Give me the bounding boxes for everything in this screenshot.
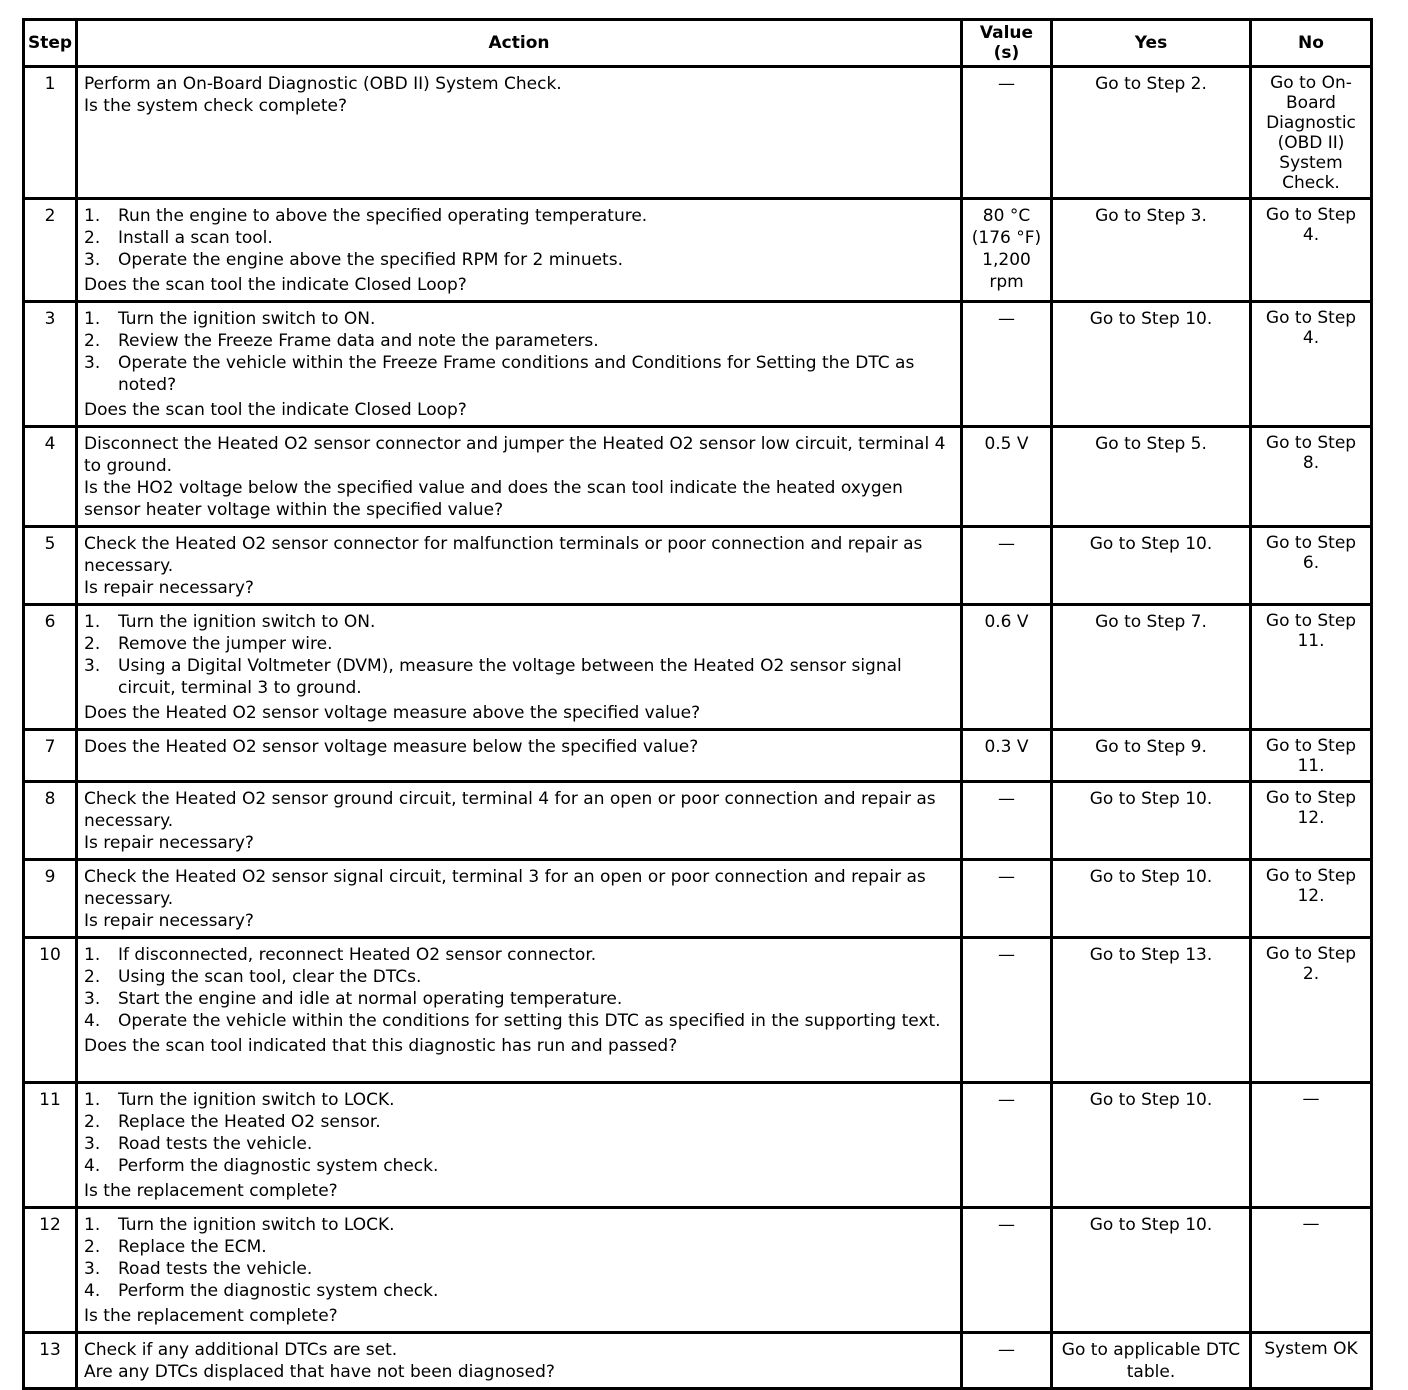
no-cell: Go to On-Board Diagnostic (OBD II) System Check. bbox=[1251, 67, 1372, 199]
no-cell: Go to Step 11. bbox=[1251, 605, 1372, 730]
action-cell bbox=[77, 67, 962, 199]
action-step-text: Using a Digital Voltmeter (DVM), measure the voltage between the Heated O2 sensor signal circuit, terminal 3 to ground. bbox=[118, 656, 902, 698]
yes-cell: Go to applicable DTC table. bbox=[1052, 1333, 1251, 1389]
table-row bbox=[24, 1083, 1372, 1208]
step-number: 3 bbox=[24, 302, 77, 427]
action-step-number: 1. bbox=[84, 309, 101, 329]
header-step: Step bbox=[24, 20, 77, 67]
action-step-item bbox=[84, 1010, 954, 1032]
action-step-number: 2. bbox=[84, 228, 101, 248]
step-number: 11 bbox=[24, 1083, 77, 1208]
action-step-item bbox=[84, 330, 954, 352]
action-step-text: Turn the ignition switch to LOCK. bbox=[118, 1090, 395, 1110]
table-row bbox=[24, 427, 1372, 527]
table-row bbox=[24, 782, 1372, 860]
action-steps-list bbox=[84, 205, 954, 271]
yes-cell: Go to Step 3. bbox=[1052, 199, 1251, 302]
header-no: No bbox=[1251, 20, 1372, 67]
action-step-item bbox=[84, 227, 954, 249]
step-number: 8 bbox=[24, 782, 77, 860]
action-step-item bbox=[84, 944, 954, 966]
value-cell: — bbox=[962, 527, 1052, 605]
value-cell: — bbox=[962, 938, 1052, 1083]
step-number: 9 bbox=[24, 860, 77, 938]
action-cell bbox=[77, 527, 962, 605]
diagnostic-table bbox=[22, 18, 1373, 1390]
yes-cell: Go to Step 10. bbox=[1052, 527, 1251, 605]
action-step-text: If disconnected, reconnect Heated O2 sensor connector. bbox=[118, 945, 597, 965]
action-step-text: Operate the engine above the specified RPM for 2 minuets. bbox=[118, 250, 623, 270]
action-step-number: 4. bbox=[84, 1011, 101, 1031]
action-steps-list bbox=[84, 1214, 954, 1302]
step-number: 1 bbox=[24, 67, 77, 199]
action-cell bbox=[77, 605, 962, 730]
action-step-number: 4. bbox=[84, 1156, 101, 1176]
no-cell: Go to Step 12. bbox=[1251, 860, 1372, 938]
action-step-text: Run the engine to above the specified operating temperature. bbox=[118, 206, 648, 226]
action-text: Disconnect the Heated O2 sensor connector and jumper the Heated O2 sensor low circuit, terminal 4 to ground. bbox=[84, 434, 946, 476]
action-text: Check the Heated O2 sensor connector for malfunction terminals or poor connection and repair as necessary. bbox=[84, 534, 923, 576]
action-step-item bbox=[84, 1089, 954, 1111]
action-step-number: 1. bbox=[84, 1090, 101, 1110]
table-row bbox=[24, 938, 1372, 1083]
yes-cell: Go to Step 2. bbox=[1052, 67, 1251, 199]
action-step-item bbox=[84, 1280, 954, 1302]
value-cell: 80 °C (176 °F) 1,200 rpm bbox=[962, 199, 1052, 302]
action-step-number: 3. bbox=[84, 989, 101, 1009]
action-question: Is the system check complete? bbox=[84, 96, 348, 116]
action-question: Does the scan tool indicated that this diagnostic has run and passed? bbox=[84, 1036, 678, 1056]
no-cell: Go to Step 4. bbox=[1251, 199, 1372, 302]
table-row bbox=[24, 302, 1372, 427]
action-question: Is the replacement complete? bbox=[84, 1181, 338, 1201]
step-number: 13 bbox=[24, 1333, 77, 1389]
action-step-item bbox=[84, 1236, 954, 1258]
no-cell: — bbox=[1251, 1208, 1372, 1333]
action-step-number: 1. bbox=[84, 612, 101, 632]
action-text: Check if any additional DTCs are set. bbox=[84, 1340, 398, 1360]
yes-cell: Go to Step 10. bbox=[1052, 782, 1251, 860]
action-step-text: Road tests the vehicle. bbox=[118, 1134, 313, 1154]
action-step-text: Review the Freeze Frame data and note the parameters. bbox=[118, 331, 599, 351]
action-step-number: 3. bbox=[84, 1134, 101, 1154]
action-cell bbox=[77, 1083, 962, 1208]
action-cell bbox=[77, 1333, 962, 1389]
action-text: Check the Heated O2 sensor signal circuit, terminal 3 for an open or poor connection and repair as necessary. bbox=[84, 867, 926, 909]
action-step-text: Perform the diagnostic system check. bbox=[118, 1281, 439, 1301]
action-step-item bbox=[84, 1111, 954, 1133]
action-step-number: 1. bbox=[84, 206, 101, 226]
action-step-number: 3. bbox=[84, 250, 101, 270]
action-steps-list bbox=[84, 944, 954, 1032]
no-cell: — bbox=[1251, 1083, 1372, 1208]
action-step-item bbox=[84, 205, 954, 227]
action-cell bbox=[77, 860, 962, 938]
header-action: Action bbox=[77, 20, 962, 67]
action-step-number: 4. bbox=[84, 1281, 101, 1301]
action-steps-list bbox=[84, 1089, 954, 1177]
action-step-text: Turn the ignition switch to LOCK. bbox=[118, 1215, 395, 1235]
yes-cell: Go to Step 10. bbox=[1052, 860, 1251, 938]
action-step-text: Install a scan tool. bbox=[118, 228, 273, 248]
header-value-label: Value (s) bbox=[979, 23, 1034, 63]
action-step-item bbox=[84, 1155, 954, 1177]
table-row bbox=[24, 860, 1372, 938]
step-number: 4 bbox=[24, 427, 77, 527]
no-cell: Go to Step 4. bbox=[1251, 302, 1372, 427]
action-step-text: Perform the diagnostic system check. bbox=[118, 1156, 439, 1176]
value-cell: 0.3 V bbox=[962, 730, 1052, 782]
action-step-text: Replace the ECM. bbox=[118, 1237, 267, 1257]
action-question: Does the scan tool the indicate Closed Loop? bbox=[84, 275, 467, 295]
action-question: Is repair necessary? bbox=[84, 578, 254, 598]
yes-cell: Go to Step 5. bbox=[1052, 427, 1251, 527]
action-step-item bbox=[84, 308, 954, 330]
action-step-text: Road tests the vehicle. bbox=[118, 1259, 313, 1279]
step-number: 5 bbox=[24, 527, 77, 605]
action-step-number: 2. bbox=[84, 634, 101, 654]
table-row bbox=[24, 730, 1372, 782]
action-question: Is the HO2 voltage below the specified value and does the scan tool indicate the heated oxygen sensor heater voltage within the specified value? bbox=[84, 478, 903, 520]
table-header-row bbox=[24, 20, 1372, 67]
action-step-item bbox=[84, 633, 954, 655]
action-step-number: 3. bbox=[84, 1259, 101, 1279]
action-step-number: 1. bbox=[84, 1215, 101, 1235]
value-cell: — bbox=[962, 1083, 1052, 1208]
action-steps-list bbox=[84, 611, 954, 699]
action-step-text: Replace the Heated O2 sensor. bbox=[118, 1112, 381, 1132]
yes-cell: Go to Step 10. bbox=[1052, 1208, 1251, 1333]
header-value bbox=[962, 20, 1052, 67]
table-row bbox=[24, 527, 1372, 605]
action-step-item bbox=[84, 1133, 954, 1155]
action-question: Is the replacement complete? bbox=[84, 1306, 338, 1326]
action-question: Is repair necessary? bbox=[84, 833, 254, 853]
value-cell: — bbox=[962, 782, 1052, 860]
diagnostic-table-container bbox=[22, 18, 1370, 1390]
action-step-number: 3. bbox=[84, 656, 101, 676]
action-question: Does the Heated O2 sensor voltage measure above the specified value? bbox=[84, 703, 701, 723]
action-step-item bbox=[84, 611, 954, 633]
action-step-number: 3. bbox=[84, 353, 101, 373]
no-cell: Go to Step 2. bbox=[1251, 938, 1372, 1083]
yes-cell: Go to Step 7. bbox=[1052, 605, 1251, 730]
value-cell: 0.6 V bbox=[962, 605, 1052, 730]
step-number: 6 bbox=[24, 605, 77, 730]
action-cell bbox=[77, 782, 962, 860]
action-step-item bbox=[84, 988, 954, 1010]
table-row bbox=[24, 1333, 1372, 1389]
value-cell: — bbox=[962, 860, 1052, 938]
no-cell: Go to Step 11. bbox=[1251, 730, 1372, 782]
action-step-text: Turn the ignition switch to ON. bbox=[118, 309, 376, 329]
yes-cell: Go to Step 10. bbox=[1052, 1083, 1251, 1208]
action-step-number: 2. bbox=[84, 331, 101, 351]
table-row bbox=[24, 1208, 1372, 1333]
action-step-number: 2. bbox=[84, 1112, 101, 1132]
action-steps-list bbox=[84, 308, 954, 396]
value-cell: — bbox=[962, 67, 1052, 199]
header-yes: Yes bbox=[1052, 20, 1251, 67]
step-number: 10 bbox=[24, 938, 77, 1083]
action-step-item bbox=[84, 966, 954, 988]
no-cell: System OK bbox=[1251, 1333, 1372, 1389]
value-cell: — bbox=[962, 1333, 1052, 1389]
action-step-item bbox=[84, 352, 954, 396]
action-step-number: 1. bbox=[84, 945, 101, 965]
table-row bbox=[24, 67, 1372, 199]
action-cell bbox=[77, 199, 962, 302]
action-cell bbox=[77, 302, 962, 427]
action-step-number: 2. bbox=[84, 1237, 101, 1257]
step-number: 7 bbox=[24, 730, 77, 782]
action-cell bbox=[77, 730, 962, 782]
yes-cell: Go to Step 13. bbox=[1052, 938, 1251, 1083]
action-step-text: Operate the vehicle within the conditions for setting this DTC as specified in the supporting text. bbox=[118, 1011, 941, 1031]
action-text: Perform an On-Board Diagnostic (OBD II) System Check. bbox=[84, 74, 562, 94]
action-step-text: Using the scan tool, clear the DTCs. bbox=[118, 967, 422, 987]
step-number: 12 bbox=[24, 1208, 77, 1333]
action-question: Is repair necessary? bbox=[84, 911, 254, 931]
action-step-text: Operate the vehicle within the Freeze Frame conditions and Conditions for Setting the DTC as noted? bbox=[118, 353, 915, 395]
value-cell: — bbox=[962, 1208, 1052, 1333]
action-step-number: 2. bbox=[84, 967, 101, 987]
action-step-text: Start the engine and idle at normal operating temperature. bbox=[118, 989, 623, 1009]
table-row bbox=[24, 605, 1372, 730]
no-cell: Go to Step 6. bbox=[1251, 527, 1372, 605]
action-question: Are any DTCs displaced that have not been diagnosed? bbox=[84, 1362, 555, 1382]
action-question: Does the scan tool the indicate Closed Loop? bbox=[84, 400, 467, 420]
action-cell bbox=[77, 427, 962, 527]
action-cell bbox=[77, 938, 962, 1083]
action-step-text: Turn the ignition switch to ON. bbox=[118, 612, 376, 632]
yes-cell: Go to Step 9. bbox=[1052, 730, 1251, 782]
table-row bbox=[24, 199, 1372, 302]
action-step-text: Remove the jumper wire. bbox=[118, 634, 333, 654]
action-question: Does the Heated O2 sensor voltage measure below the specified value? bbox=[84, 737, 699, 757]
value-cell: 0.5 V bbox=[962, 427, 1052, 527]
step-number: 2 bbox=[24, 199, 77, 302]
no-cell: Go to Step 12. bbox=[1251, 782, 1372, 860]
action-text: Check the Heated O2 sensor ground circuit, terminal 4 for an open or poor connection and repair as necessary. bbox=[84, 789, 936, 831]
action-step-item bbox=[84, 1214, 954, 1236]
action-cell bbox=[77, 1208, 962, 1333]
action-step-item bbox=[84, 655, 954, 699]
action-step-item bbox=[84, 249, 954, 271]
value-cell: — bbox=[962, 302, 1052, 427]
yes-cell: Go to Step 10. bbox=[1052, 302, 1251, 427]
no-cell: Go to Step 8. bbox=[1251, 427, 1372, 527]
action-step-item bbox=[84, 1258, 954, 1280]
